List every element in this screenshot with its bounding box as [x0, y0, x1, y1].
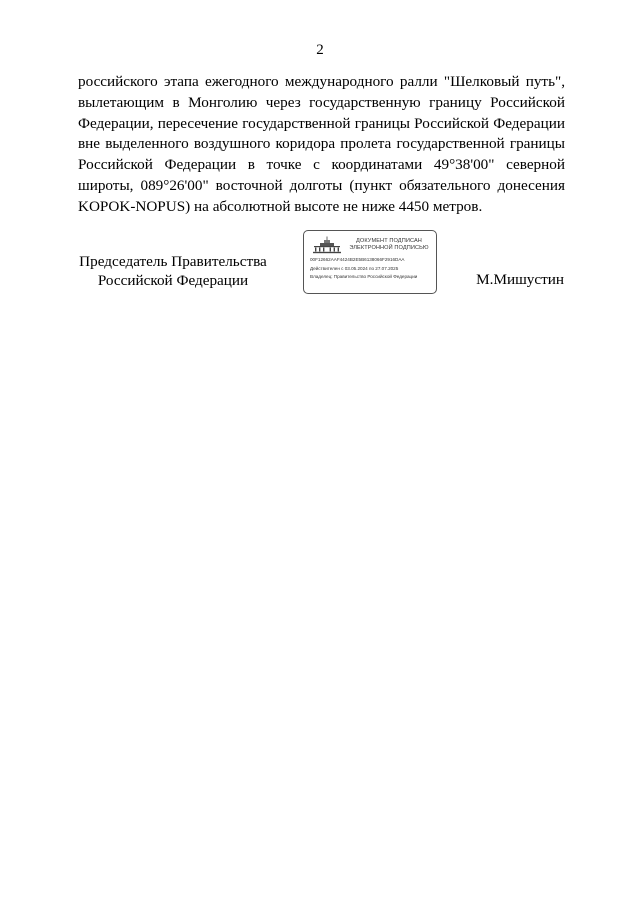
stamp-validity: Действителен с 03.05.2024 по 27.07.2025: [310, 266, 399, 271]
electronic-signature-stamp: [303, 230, 437, 294]
stamp-title: [342, 238, 436, 252]
signatory-title-line: Российской Федерации: [97, 272, 249, 289]
page-number: 2: [316, 42, 324, 58]
stamp-owner: Владелец: Правительство Российской Федерации: [310, 274, 418, 279]
stamp-title-line: ДОКУМЕНТ ПОДПИСАН: [356, 238, 422, 244]
stamp-certificate-number: 00F12662AAF4424B2E5B6138066F2916DAA: [310, 257, 405, 262]
signer-name: М.Мишустин: [476, 271, 564, 288]
body-line: Федерации, пересечение государственной границы Российской Федерации: [78, 114, 565, 132]
body-line: вне выделенного воздушного коридора пролета государственной границы: [78, 135, 565, 153]
document-body: [78, 72, 565, 218]
signatory-title: [78, 252, 268, 290]
body-line: Российской Федерации в точке с координатами 49°38'00" северной: [78, 156, 565, 174]
signatory-title-line: Председатель Правительства: [79, 253, 267, 270]
stamp-title-line: ЭЛЕКТРОННОЙ ПОДПИСЬЮ: [349, 245, 429, 251]
body-line: KOPOK-NOPUS) на абсолютной высоте не ниже 4450 метров.: [78, 197, 483, 215]
body-line: широты, 089°26'00" восточной долготы (пункт обязательного донесения: [78, 176, 565, 194]
government-emblem-icon: [311, 236, 343, 254]
body-line: российского этапа ежегодного международного ралли "Шелковый путь",: [78, 73, 565, 90]
body-line: вылетающим в Монголию через государственную границу Российской: [78, 93, 565, 111]
